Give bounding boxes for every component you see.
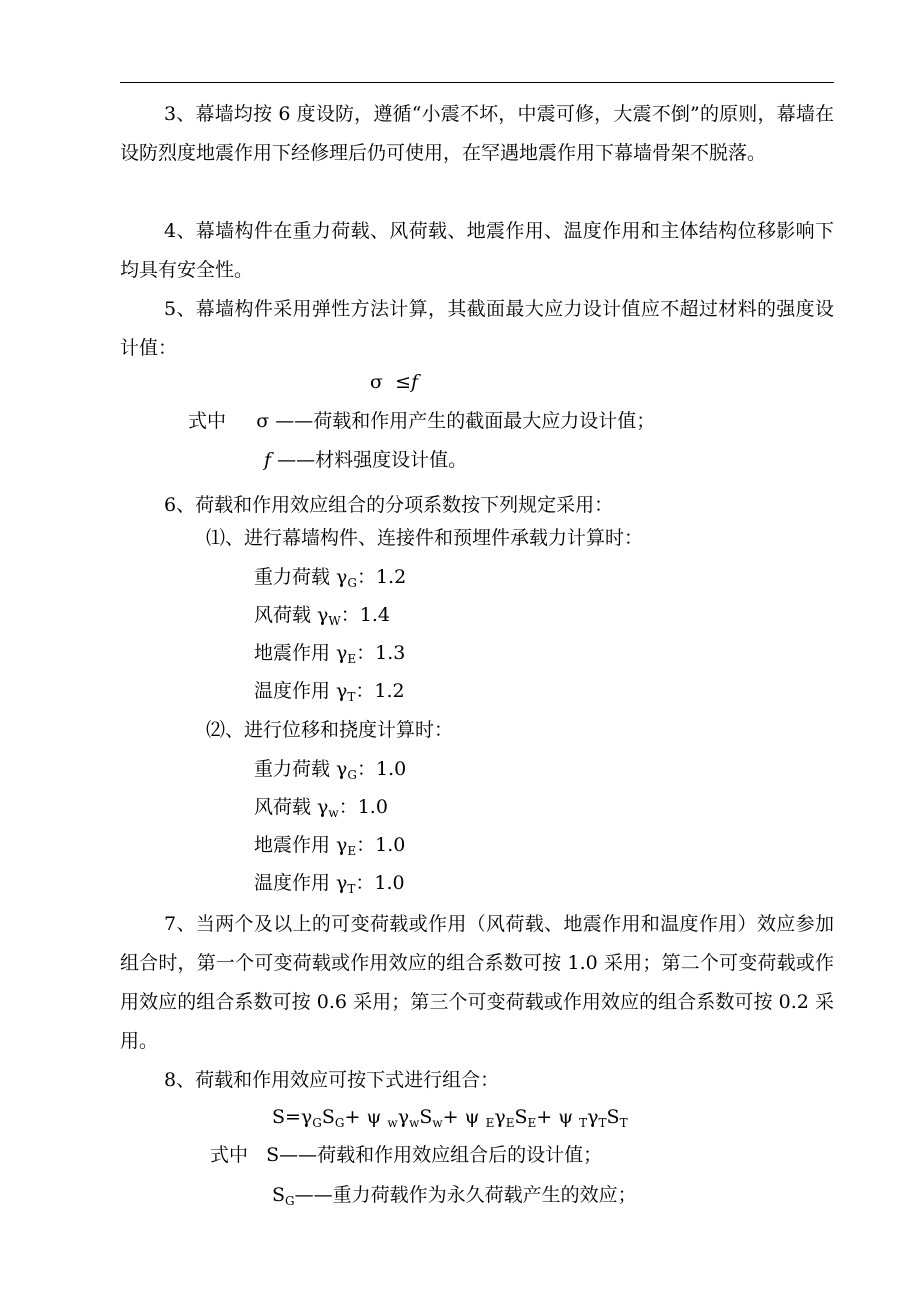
formula-term: S (606, 1106, 620, 1128)
formula-term: γ (397, 1106, 410, 1128)
formula-subscript: E (505, 1116, 515, 1130)
item-sub: T (347, 690, 356, 704)
where-label: 式中 (188, 410, 227, 432)
formula-subscript: G (312, 1116, 322, 1130)
case2-title: ⑵、进行位移和挠度计算时： (206, 719, 454, 741)
item-sub: W (328, 614, 341, 628)
s-symbol: S (266, 1144, 280, 1166)
paragraph-8: 8、荷载和作用效应可按下式进行组合： (164, 1069, 500, 1091)
f-symbol: f (264, 449, 272, 471)
header-rule (120, 82, 834, 83)
case2-item-seismic (254, 832, 405, 864)
item-label: 风荷载 γ (254, 604, 329, 626)
item-sub: G (347, 768, 357, 782)
item-label: 温度作用 γ (254, 872, 348, 894)
item-label: 地震作用 γ (254, 834, 348, 856)
formula-sigma-le-f (370, 369, 418, 395)
formula-subscript: E (485, 1116, 495, 1130)
item-value: ：1.0 (356, 834, 406, 856)
item-sub: G (347, 576, 357, 590)
formula-subscript: w (387, 1116, 398, 1130)
formula-term: γ (494, 1106, 506, 1128)
formula-lhs: σ (370, 371, 383, 393)
formula-subscript: E (527, 1116, 537, 1130)
case1-item-gravity (254, 564, 406, 596)
formula-subscript: T (619, 1116, 628, 1130)
item-sub: E (347, 652, 357, 666)
item-label: 重力荷载 γ (254, 566, 348, 588)
case2-item-temperature (254, 870, 405, 902)
case1-item-temperature (254, 678, 405, 710)
formula-term: + ψ (442, 1106, 486, 1128)
formula-op: ≤ (395, 371, 411, 393)
sigma-description: ——荷载和作用产生的截面最大应力设计值； (275, 410, 656, 432)
where-f (264, 447, 467, 473)
formula-term: S (419, 1106, 433, 1128)
where-label: 式中 (210, 1144, 249, 1166)
item-label: 风荷载 γ (254, 796, 329, 818)
item-value: ：1.0 (355, 872, 405, 894)
case1-item-wind (254, 602, 390, 634)
formula-subscript: G (334, 1116, 345, 1130)
item-value: ：1.0 (338, 796, 388, 818)
paragraph-5: 5、幕墙构件采用弹性方法计算，其截面最大应力设计值应不超过材料的强度设计值： (120, 298, 834, 359)
case2-item-gravity (254, 756, 406, 788)
formula-term: γ (587, 1106, 599, 1128)
item-sub: w (328, 806, 339, 820)
item-value: ：1.0 (357, 758, 407, 780)
item-sub: T (347, 882, 356, 896)
sigma-symbol: σ (256, 410, 270, 432)
item-sub: E (347, 844, 357, 858)
formula-subscript: w (432, 1116, 443, 1130)
paragraph-4: 4、幕墙构件在重力荷载、风荷载、地震作用、温度作用和主体结构位移影响下均具有安全性。 (120, 220, 834, 281)
sg-description: ——重力荷载作为永久荷载产生的效应； (294, 1184, 637, 1206)
paragraph-6: 6、荷载和作用效应组合的分项系数按下列规定采用： (164, 494, 614, 516)
sg-subscript: G (285, 1194, 295, 1208)
f-description: ——材料强度设计值。 (277, 449, 468, 471)
where-sigma (188, 408, 655, 434)
item-value: ：1.2 (355, 680, 405, 702)
formula-rhs: f (411, 371, 419, 393)
paragraph-3: 3、幕墙均按 6 度设防，遵循“小震不坏，中震可修，大震不倒”的原则，幕墙在设防烈度地震作用下经修理后仍可使用，在罕遇地震作用下幕墙骨架不脱落。 (120, 103, 834, 164)
formula-term: + ψ (536, 1106, 580, 1128)
formula-term: + ψ (344, 1106, 388, 1128)
item-value: ：1.3 (356, 642, 406, 664)
item-label: 温度作用 γ (254, 680, 348, 702)
formula-term: S (321, 1106, 335, 1128)
item-label: 重力荷载 γ (254, 758, 348, 780)
formula-term: S=γ (272, 1106, 313, 1128)
formula-subscript: w (409, 1116, 420, 1130)
where-s (210, 1142, 602, 1168)
s-description: ——荷载和作用效应组合后的设计值； (279, 1144, 603, 1166)
item-label: 地震作用 γ (254, 642, 348, 664)
formula-subscript: T (598, 1116, 607, 1130)
case1-title: ⑴、进行幕墙构件、连接件和预埋件承载力计算时： (206, 527, 644, 549)
formula-term: S (514, 1106, 528, 1128)
item-value: ：1.4 (340, 604, 390, 626)
formula-subscript: T (579, 1116, 588, 1130)
item-value: ：1.2 (357, 566, 407, 588)
case2-item-wind (254, 794, 388, 826)
formula-combination (272, 1104, 628, 1136)
paragraph-7: 7、当两个及以上的可变荷载或作用（风荷载、地震作用和温度作用）效应参加组合时，第一个可变荷载或作用效应的组合系数可按 1.0 采用；第二个可变荷载或作用效应的组合系数可按 0.6 采用；第三个可变荷载或作用效应的组合系数可按 0.2 采用。 (120, 913, 834, 1052)
sg-symbol: S (272, 1184, 286, 1206)
case1-item-seismic (254, 640, 405, 672)
where-sg (272, 1182, 637, 1214)
